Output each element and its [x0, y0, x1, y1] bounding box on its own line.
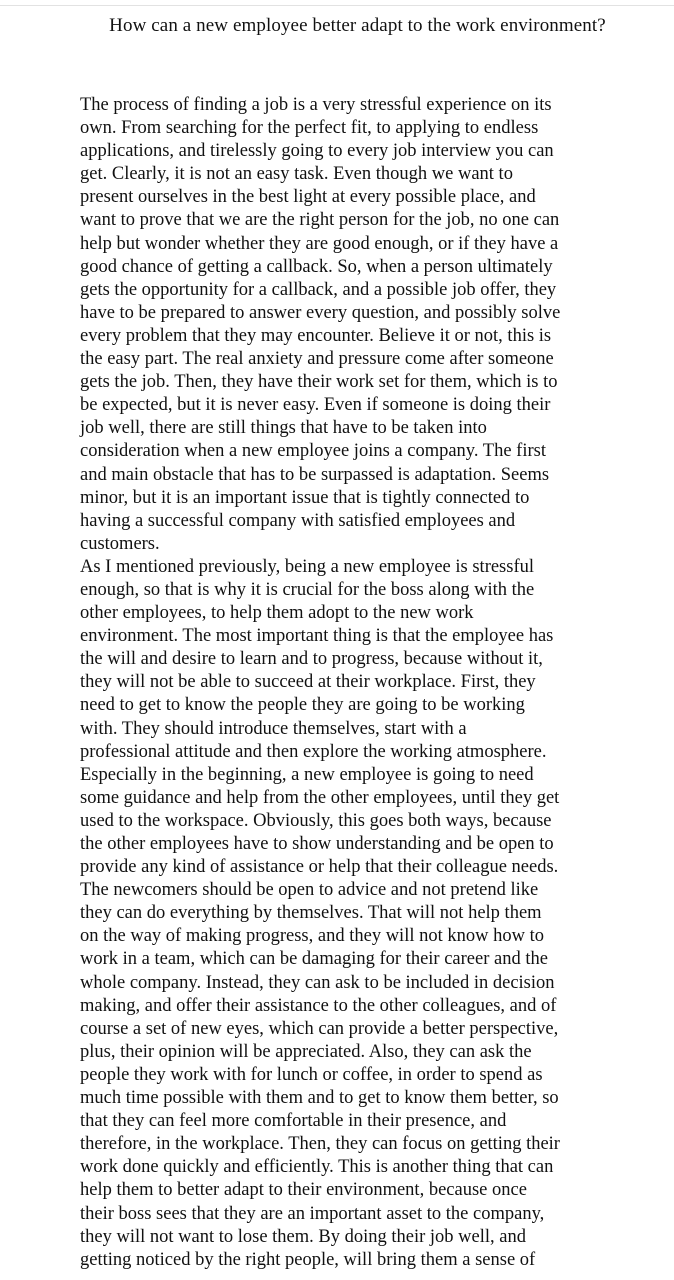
text-line: want to prove that we are the right person for the job, no one can — [80, 210, 560, 231]
text-line: provide any kind of assistance or help that their colleague needs. — [80, 857, 559, 878]
text-line: other employees, to help them adopt to the new work — [80, 603, 474, 624]
text-line: The newcomers should be open to advice and not pretend like — [80, 880, 539, 901]
text-line: they will not be able to succeed at their workplace. First, they — [80, 672, 536, 693]
text-line: present ourselves in the best light at every possible place, and — [80, 187, 536, 208]
text-line: Especially in the beginning, a new employee is going to need — [80, 764, 534, 785]
text-line: having a successful company with satisfied employees and — [80, 510, 516, 531]
text-line: enough, so that is why it is crucial for the boss along with the — [80, 579, 535, 600]
top-divider — [0, 5, 674, 6]
text-line: and main obstacle that has to be surpassed is adaptation. Seems — [80, 464, 550, 485]
text-line: job well, there are still things that have to be taken into — [80, 418, 487, 439]
text-line: they will not want to lose them. By doing their job well, and — [80, 1226, 526, 1247]
text-line: making, and offer their assistance to the other colleagues, and of — [80, 995, 557, 1016]
text-line: the will and desire to learn and to progress, because without it, — [80, 649, 543, 670]
paragraph-1 — [80, 94, 600, 556]
text-line: work in a team, which can be damaging for their career and the — [80, 949, 548, 970]
text-line: help but wonder whether they are good enough, or if they have a — [80, 233, 559, 254]
text-line: As I mentioned previously, being a new employee is stressful — [80, 556, 535, 577]
text-line: need to get to know the people they are going to be working — [80, 695, 525, 716]
text-line: therefore, in the workplace. Then, they can focus on getting their — [80, 1134, 560, 1155]
text-line: own. From searching for the perfect fit, to applying to endless — [80, 118, 539, 139]
text-line: environment. The most important thing is that the employee has — [80, 626, 554, 647]
text-line: minor, but it is an important issue that is tightly connected to — [80, 487, 530, 508]
text-line: have to be prepared to answer every question, and possibly solve — [80, 302, 561, 323]
text-line: The process of finding a job is a very stressful experience on its — [80, 95, 552, 115]
text-line: good chance of getting a callback. So, when a person ultimately — [80, 256, 553, 277]
text-line: some guidance and help from the other employees, until they get — [80, 787, 560, 808]
text-line: plus, their opinion will be appreciated. Also, they can ask the — [80, 1041, 532, 1062]
text-line: applications, and tirelessly going to every job interview you can — [80, 141, 554, 162]
text-line: on the way of making progress, and they will not know how to — [80, 926, 544, 947]
text-line: the easy part. The real anxiety and pressure come after someone — [80, 349, 554, 370]
text-line: people they work with for lunch or coffee, in order to spend as — [80, 1064, 543, 1085]
text-line: getting noticed by the right people, will bring them a sense of — [80, 1249, 536, 1270]
paragraph-2 — [80, 556, 600, 1272]
text-line: that they can feel more comfortable in their presence, and — [80, 1111, 507, 1132]
text-line: they can do everything by themselves. That will not help them — [80, 903, 542, 924]
text-line: gets the job. Then, they have their work set for them, which is to — [80, 372, 558, 393]
text-line: the other employees have to show understanding and be open to — [80, 834, 554, 854]
text-line: help them to better adapt to their environment, because once — [80, 1180, 527, 1201]
text-line: much time possible with them and to get to know them better, so — [80, 1088, 559, 1109]
text-line: be expected, but it is never easy. Even if someone is doing their — [80, 395, 551, 416]
document-body — [80, 94, 600, 1272]
text-line: every problem that they may encounter. Believe it or not, this is — [80, 325, 552, 346]
text-line: professional attitude and then explore the working atmosphere. — [80, 741, 547, 762]
text-line: gets the opportunity for a callback, and a possible job offer, they — [80, 279, 557, 300]
document-title: How can a new employee better adapt to the work environment? — [109, 15, 606, 36]
text-line: get. Clearly, it is not an easy task. Even though we want to — [80, 164, 513, 185]
text-line: work done quickly and efficiently. This is another thing that can — [80, 1157, 554, 1178]
text-line: whole company. Instead, they can ask to be included in decision — [80, 972, 555, 993]
text-line: their boss sees that they are an important asset to the company, — [80, 1203, 545, 1224]
text-line: with. They should introduce themselves, start with a — [80, 718, 467, 739]
text-line: customers. — [80, 533, 160, 554]
text-line: consideration when a new employee joins a company. The first — [80, 441, 546, 462]
text-line: course a set of new eyes, which can provide a better perspective, — [80, 1018, 559, 1039]
text-line: used to the workspace. Obviously, this goes both ways, because — [80, 810, 552, 831]
